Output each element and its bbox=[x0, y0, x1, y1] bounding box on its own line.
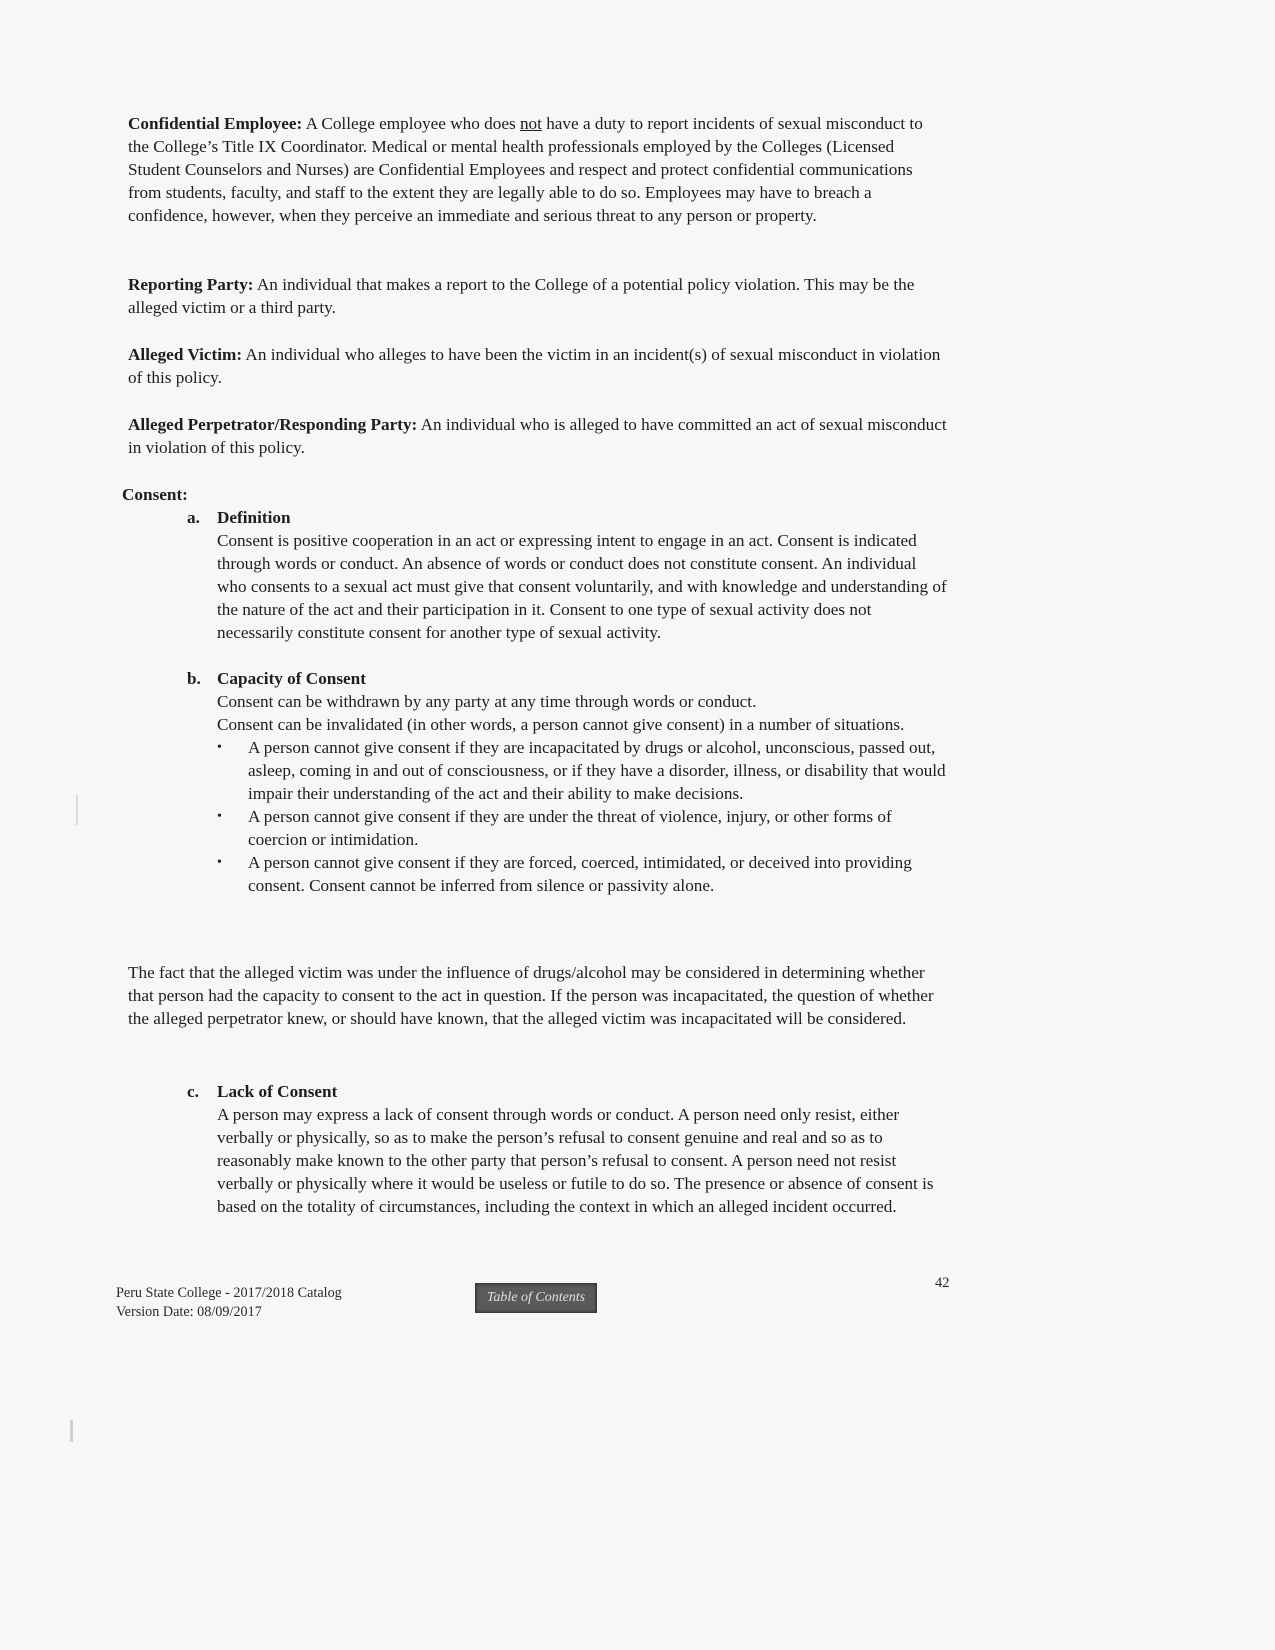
reporting-party-text: An individual that makes a report to the College of a potential policy violation. This may be the alleged victim or a third party. bbox=[128, 275, 915, 317]
table-of-contents-button[interactable]: Table of Contents bbox=[475, 1283, 597, 1313]
capacity-line-1: Consent can be withdrawn by any party at any time through words or conduct. bbox=[217, 692, 757, 711]
alleged-perpetrator-term: Alleged Perpetrator/Responding Party: bbox=[128, 415, 418, 434]
confidential-text-1: A College employee who does bbox=[302, 114, 520, 133]
footer-version: Version Date: 08/09/2017 bbox=[116, 1304, 262, 1320]
section-a-label: a. bbox=[187, 508, 200, 527]
bullet-text: A person cannot give consent if they are incapacitated by drugs or alcohol, unconscious, passed out, asleep, coming in and out of consciousness, or if they have a disorder, illness, or disability that would impair their understanding of the act and their ability to make decisions. bbox=[248, 738, 946, 803]
page-number: 42 bbox=[935, 1275, 950, 1291]
footer-catalog-info bbox=[116, 1284, 342, 1322]
list-item bbox=[217, 805, 947, 851]
section-c-label: c. bbox=[187, 1082, 199, 1101]
confidential-employee-term: Confidential Employee: bbox=[128, 114, 303, 133]
alleged-victim-term: Alleged Victim: bbox=[128, 345, 243, 364]
lack-of-consent-section bbox=[187, 1080, 947, 1218]
confidential-text-2: have a duty to report incidents of sexual misconduct to the College’s Title IX Coordinator. Medical or mental health professionals employed by the Colleges (Licensed Student Counselors and Nurses) are Confidential Employees and respect and protect confidential communications from students, faculty, and staff to the extent they are legally able to do so. Employees may have to breach a confidence, however, when they perceive an immediate and serious threat to any person or property. bbox=[128, 114, 923, 225]
reporting-party-paragraph bbox=[128, 273, 948, 319]
list-item bbox=[217, 736, 947, 805]
reporting-party-term: Reporting Party: bbox=[128, 275, 254, 294]
bullet-icon: • bbox=[217, 740, 222, 755]
definition-heading: Definition bbox=[217, 508, 291, 527]
definition-text: Consent is positive cooperation in an act or expressing intent to engage in an act. Consent is indicated through words or conduct. An absence of words or conduct does not constitute consent. An individual who consents to a sexual act must give that consent voluntarily, and with knowledge and understanding of the nature of the act and their participation in it. Consent to one type of sexual activity does not necessarily constitute consent for another type of sexual activity. bbox=[217, 531, 947, 642]
alleged-perpetrator-paragraph bbox=[128, 413, 948, 459]
influence-paragraph: The fact that the alleged victim was under the influence of drugs/alcohol may be considered in determining whether that person had the capacity to consent to the act in question. If the person was incapacitated, the question of whether the alleged perpetrator knew, or should have known, that the alleged victim was incapacitated will be considered. bbox=[128, 963, 934, 1028]
consent-heading: Consent: bbox=[122, 485, 188, 504]
alleged-perpetrator-text: An individual who is alleged to have committed an act of sexual misconduct in violation of this policy. bbox=[128, 415, 947, 457]
bullet-text: A person cannot give consent if they are under the threat of violence, injury, or other forms of coercion or intimidation. bbox=[248, 807, 892, 849]
capacity-line-2: Consent can be invalidated (in other words, a person cannot give consent) in a number of situations. bbox=[217, 715, 905, 734]
bullet-icon: • bbox=[217, 855, 222, 870]
bullet-icon: • bbox=[217, 809, 222, 824]
scan-artifact-mark bbox=[70, 1420, 73, 1442]
not-underlined: not bbox=[519, 114, 542, 133]
bullet-text: A person cannot give consent if they are forced, coerced, intimidated, or deceived into providing consent. Consent cannot be inferred from silence or passivity alone. bbox=[248, 853, 912, 895]
capacity-heading: Capacity of Consent bbox=[217, 669, 366, 688]
lack-of-consent-text: A person may express a lack of consent through words or conduct. A person need only resist, either verbally or physically, so as to make the person’s refusal to consent genuine and real and so as to reasonably make known to the other party that person’s refusal to consent. A person need not resist verbally or physically where it would be useless or futile to do so. The presence or absence of consent is based on the totality of circumstances, including the context in which an alleged incident occurred. bbox=[217, 1105, 934, 1216]
alleged-victim-paragraph bbox=[128, 343, 948, 389]
alleged-victim-text: An individual who alleges to have been the victim in an incident(s) of sexual misconduct in violation of this policy. bbox=[128, 345, 941, 387]
scan-artifact-mark bbox=[76, 795, 78, 825]
capacity-section bbox=[187, 667, 947, 897]
capacity-bullet-list bbox=[187, 736, 947, 897]
confidential-employee-paragraph bbox=[128, 112, 948, 227]
footer-catalog: Peru State College - 2017/2018 Catalog bbox=[116, 1285, 342, 1301]
definition-section bbox=[187, 506, 947, 644]
lack-of-consent-heading: Lack of Consent bbox=[217, 1082, 338, 1101]
section-b-label: b. bbox=[187, 669, 201, 688]
list-item bbox=[217, 851, 947, 897]
